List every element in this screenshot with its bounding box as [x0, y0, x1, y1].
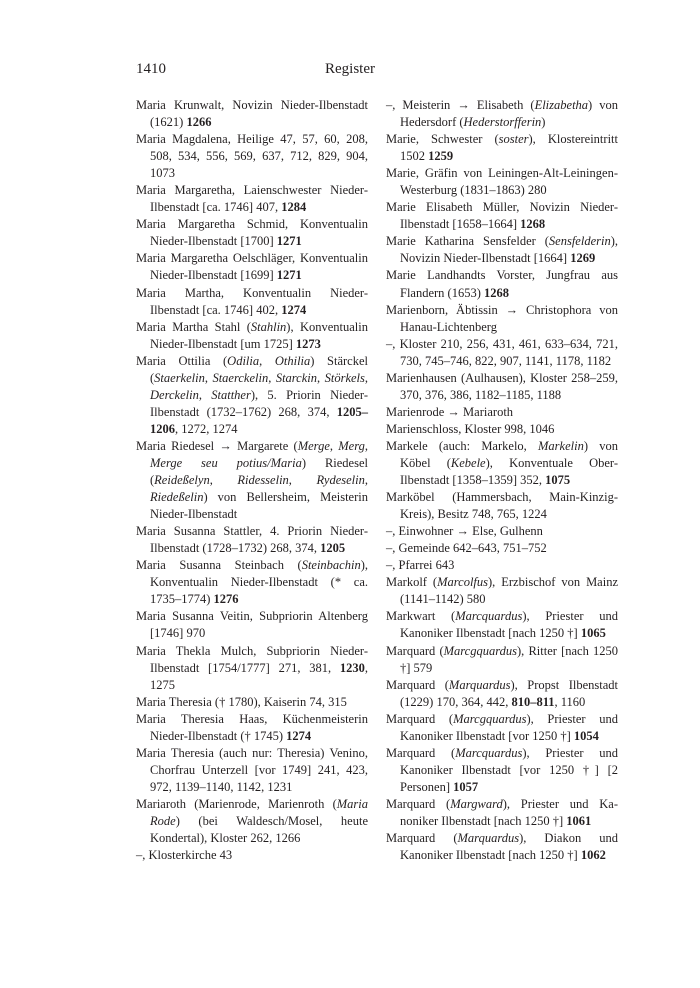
- index-entry: [386, 830, 618, 864]
- entry-text: Marienborn, Äbtissin → Christophora von Hanau-Lichtenberg: [386, 302, 618, 334]
- entry-text: ,: [209, 473, 238, 488]
- index-column-right: [386, 97, 618, 864]
- page-reference-main: 1284: [281, 200, 307, 215]
- entry-variant-name: Hederstorfferin: [463, 115, 542, 130]
- index-entry: [386, 540, 618, 557]
- entry-variant-name: Merg: [338, 438, 365, 453]
- entry-text: Marköbel (Hammersbach, Main-Kinzig-Kreis), Besitz 748, 765, 1224: [386, 490, 618, 522]
- page-number: 1410: [136, 61, 166, 77]
- index-entry: [386, 267, 618, 301]
- page-reference-main: 1259: [428, 149, 454, 164]
- entry-text: ) (bei Waldesch/Mosel, heute Kondertal), Kloster 262, 1266: [150, 813, 368, 846]
- entry-text: –, Pfarrei 643: [386, 558, 455, 573]
- entry-text: ) von Köbel (: [400, 438, 618, 470]
- index-entry: [136, 643, 368, 694]
- entry-variant-name: Marcgquardus: [443, 643, 517, 658]
- index-entry: [136, 608, 368, 642]
- entry-variant-name: Rydeselin: [316, 473, 365, 488]
- entry-text: , 1272, 1274: [175, 421, 238, 436]
- entry-text: Marie Landhandts Vorster, Jungfrau aus Flandern (1653): [386, 268, 618, 300]
- index-entry: [386, 711, 618, 745]
- page-reference-main: 1276: [213, 592, 239, 607]
- entry-text: ,: [198, 387, 212, 402]
- index-entry: [386, 302, 618, 336]
- entry-text: ,: [317, 370, 325, 385]
- page-reference-main: 1075: [545, 473, 571, 488]
- page-reference-main: 1205: [320, 541, 346, 556]
- entry-variant-name: soster: [498, 132, 529, 147]
- entry-text: ), Priester und Kanoniker Ilbenstadt [vor 1250 †] [2 Personen]: [400, 745, 618, 794]
- index-entry: [386, 233, 618, 267]
- index-entry: [386, 199, 618, 233]
- index-entry: [386, 796, 618, 830]
- entry-variant-name: Marcgquardus: [453, 711, 527, 726]
- entry-text: Maria Theresia Haas, Küchenmeisterin Nieder-Ilbenstadt († 1745): [136, 711, 368, 743]
- index-entry: [386, 336, 618, 370]
- entry-text: ), Klostereintritt 1502: [400, 132, 618, 164]
- entry-variant-name: Ridesselin: [237, 473, 289, 488]
- page-reference-main: 810–811: [511, 694, 555, 709]
- entry-text: Maria Susanna Steinbach (: [136, 558, 302, 573]
- entry-text: Maria Riedesel → Margarete (: [136, 438, 298, 453]
- entry-variant-name: Statther: [211, 387, 251, 402]
- index-entry: [386, 489, 618, 523]
- entry-text: ,: [268, 370, 276, 385]
- index-entry: [136, 97, 368, 131]
- index-entry: [136, 694, 368, 711]
- index-entry: [386, 523, 618, 540]
- entry-text: ), Erzbischof von Mainz (1141–1142) 580: [400, 575, 619, 607]
- index-entry: [386, 608, 618, 642]
- entry-text: ) Riedesel (: [150, 455, 368, 488]
- entry-variant-name: Derckelin: [150, 387, 199, 402]
- entry-variant-name: Marquardus: [457, 831, 520, 846]
- index-entry: [136, 353, 368, 438]
- index-entry: [386, 574, 618, 608]
- entry-text: Maria Theresia (auch nur: Theresia) Venino, Chorfrau Unterzell [vor 1749] 241, 423, 972, 1139–1140, 1142, 1231: [136, 745, 368, 794]
- entry-text: Markele (auch: Markelo,: [386, 438, 539, 453]
- index-entry: [136, 182, 368, 216]
- entry-text: –, Kloster 210, 256, 431, 461, 633–634, 721, 730, 745–746, 822, 907, 1141, 1178, 1182: [386, 336, 618, 368]
- entry-text: Markwart (: [386, 609, 456, 624]
- entry-text: Maria Margaretha Oelschläger, Konventualin Nieder-Ilbenstadt [1699]: [136, 251, 368, 283]
- page-reference-main: 1268: [484, 285, 510, 300]
- page-reference-main: 1271: [276, 268, 302, 283]
- page-reference-main: 1273: [295, 336, 321, 351]
- index-entry: [136, 847, 368, 864]
- index-entry: [136, 438, 368, 523]
- entry-variant-name: Maria Rode: [150, 796, 368, 828]
- index-entry: [136, 285, 368, 319]
- entry-text: ), Konventualin Nieder-Ilbenstadt (* ca. 1735–1774): [150, 558, 368, 607]
- entry-text: –, Einwohner → Else, Gulhenn: [386, 524, 543, 539]
- entry-variant-name: Merge: [297, 438, 330, 453]
- index-entry: [386, 643, 618, 677]
- entry-text: Marie Elisabeth Müller, Novizin Nieder-Ilbenstadt [1658–1664]: [386, 200, 618, 232]
- entry-variant-name: Marquardus: [448, 677, 511, 692]
- page-reference-main: 1054: [573, 728, 599, 743]
- entry-text: Maria Krunwalt, Novizin Nieder-Ilbenstadt (1621): [136, 98, 368, 130]
- page-reference-main: 1057: [453, 779, 479, 794]
- index-entry: [136, 796, 368, 847]
- entry-text: Maria Theresia († 1780), Kaiserin 74, 315: [136, 694, 347, 709]
- index-entry: [136, 216, 368, 250]
- entry-text: ,: [329, 438, 339, 453]
- entry-text: Maria Susanna Veitin, Subpriorin Altenberg [1746] 970: [136, 609, 368, 641]
- entry-text: ): [541, 115, 546, 130]
- entry-text: Maria Margaretha Schmid, Konventualin Nieder-Ilbenstadt [1700]: [136, 217, 368, 249]
- running-head: Register: [325, 61, 375, 77]
- entry-text: –, Gemeinde 642–643, 751–752: [386, 541, 547, 556]
- entry-text: Marquard (: [386, 831, 458, 846]
- entry-text: ,: [259, 353, 275, 368]
- entry-text: Maria Ottilia (: [136, 353, 228, 368]
- entry-variant-name: Othilia: [274, 353, 311, 368]
- entry-text: Marie, Schwester (: [386, 132, 499, 147]
- entry-variant-name: Staerkelin: [154, 370, 205, 385]
- entry-text: Maria Martha Stahl (: [136, 319, 251, 334]
- index-entry: [386, 165, 618, 199]
- index-entry: [136, 745, 368, 796]
- index-entry: [386, 438, 618, 489]
- entry-text: Marienhausen (Aulhausen), Kloster 258–259, 370, 376, 386, 1182–1185, 1188: [386, 370, 618, 402]
- page-reference-main: 1268: [520, 217, 546, 232]
- entry-text: Marquard (: [386, 643, 444, 658]
- entry-text: Marquard (: [386, 711, 454, 726]
- entry-variant-name: Marcolfus: [437, 575, 489, 590]
- entry-text: Mariaroth (Marienrode, Marienroth (: [136, 796, 337, 811]
- entry-text: ), 5. Priorin Nieder-Ilbenstadt (1732–1762) 268, 374,: [150, 387, 369, 419]
- entry-text: Markolf (: [386, 575, 438, 590]
- entry-text: Marie Katharina Sensfelder (: [386, 234, 549, 249]
- entry-variant-name: Elizabetha: [534, 98, 589, 112]
- entry-text: Marquard (: [386, 677, 449, 692]
- entry-text: ), Priester und Kanoniker Ilbenstadt [nach 1250 †]: [400, 609, 618, 641]
- entry-text: ,: [364, 370, 369, 385]
- entry-text: ) von Hedersdorf (: [400, 98, 618, 130]
- page-reference-main: 1230: [339, 660, 365, 675]
- entry-variant-name: Staerckelin: [212, 370, 269, 385]
- entry-text: Marienschloss, Kloster 998, 1046: [386, 421, 555, 436]
- page-reference-main: 1271: [276, 234, 302, 249]
- entry-text: ), Ritter [nach 1250 †] 579: [400, 643, 618, 675]
- entry-text: Maria Thekla Mulch, Subpriorin Nieder-Ilbenstadt [1754/1777] 271, 381,: [136, 643, 368, 675]
- entry-variant-name: Margward: [450, 796, 503, 811]
- entry-variant-name: Marcquardus: [455, 745, 523, 760]
- entry-variant-name: Marcquardus: [455, 609, 523, 624]
- entry-text: Marienrode → Mariaroth: [386, 404, 514, 419]
- entry-text: , 1160: [554, 694, 586, 709]
- entry-variant-name: Odilia: [227, 353, 260, 368]
- index-entry: [386, 421, 618, 438]
- index-entry: [136, 523, 368, 557]
- index-entry: [386, 745, 618, 796]
- entry-variant-name: Steinbachin: [301, 558, 361, 573]
- entry-text: Maria Margaretha, Laienschwester Nieder-Ilbenstadt [ca. 1746] 407,: [136, 183, 368, 215]
- entry-text: , 1275: [150, 660, 368, 692]
- entry-variant-name: Merge seu potius/Maria: [150, 455, 302, 470]
- page-reference-main: 1274: [281, 302, 307, 317]
- page-reference-main: 1065: [580, 626, 606, 641]
- entry-text: Maria Susanna Stattler, 4. Priorin Nieder-Ilbenstadt (1728–1732) 268, 374,: [136, 524, 368, 556]
- entry-text: ,: [288, 473, 317, 488]
- index-entry: [386, 97, 618, 131]
- entry-text: ,: [364, 438, 369, 453]
- page-reference-main: 1062: [580, 848, 606, 863]
- entry-variant-name: Störkels: [324, 370, 365, 385]
- page-reference-main: 1266: [186, 115, 212, 130]
- entry-variant-name: Kebele: [450, 455, 486, 470]
- page-reference-main: 1061: [566, 813, 592, 828]
- entry-variant-name: Stahlin: [250, 319, 287, 334]
- entry-text: ), Diakon und Kanoniker Ilbenstadt [nach 1250 †]: [400, 831, 619, 863]
- entry-variant-name: Sensfelderin: [548, 234, 611, 249]
- entry-variant-name: Markelin: [538, 438, 584, 453]
- index-entry: [386, 131, 618, 165]
- entry-variant-name: Riedeßelin: [150, 490, 204, 505]
- entry-text: Marquard (: [386, 796, 451, 811]
- index-entry: [136, 131, 368, 182]
- entry-text: ,: [204, 370, 213, 385]
- index-column-left: [136, 97, 368, 864]
- index-entry: [386, 677, 618, 711]
- page-reference-main: 1269: [570, 251, 596, 266]
- entry-text: Marie, Gräfin von Leiningen-Alt-Leiningen-Westerburg (1831–1863) 280: [386, 166, 618, 198]
- entry-variant-name: Starckin: [275, 370, 318, 385]
- index-entry: [136, 250, 368, 284]
- entry-text: Maria Magdalena, Heilige 47, 57, 60, 208, 508, 534, 556, 569, 637, 712, 829, 904, 1073: [136, 132, 368, 181]
- entry-variant-name: Reideßelyn: [154, 473, 210, 488]
- entry-text: Maria Martha, Konventualin Nieder-Ilbenstadt [ca. 1746] 402,: [136, 285, 368, 317]
- index-entry: [136, 557, 368, 608]
- entry-text: ), Priester und Kanoniker Ilbenstadt [vor 1250 †]: [400, 711, 618, 743]
- index-entry: [386, 404, 618, 421]
- entry-text: ), Konventuale Ober-Ilbenstadt [1358–1359] 352,: [400, 455, 618, 488]
- entry-text: ,: [364, 473, 368, 488]
- entry-text: ), Priester und Kanoniker Ilbenstadt [nach 1250 †]: [400, 796, 618, 828]
- entry-text: Marquard (: [386, 745, 456, 760]
- page-reference-main: 1274: [286, 728, 312, 743]
- entry-text: ), Konventualin Nieder-Ilbenstadt [um 1725]: [150, 319, 368, 351]
- entry-text: ) von Bellersheim, Meisterin Nieder-Ilbenstadt: [150, 490, 368, 522]
- page-reference-main: 1205–1206: [150, 404, 368, 436]
- index-entry: [136, 711, 368, 745]
- entry-text: –, Klosterkirche 43: [136, 848, 233, 863]
- index-entry: [386, 370, 618, 404]
- entry-text: ), Propst Ilbenstadt (1229) 170, 364, 442,: [400, 677, 618, 709]
- index-entry: [386, 557, 618, 574]
- index-entry: [136, 319, 368, 353]
- entry-text: –, Meisterin → Elisabeth (: [386, 98, 535, 112]
- entry-text: ) Stärckel (: [150, 353, 369, 385]
- entry-text: ), Novizin Nieder-Ilbenstadt [1664]: [400, 234, 618, 266]
